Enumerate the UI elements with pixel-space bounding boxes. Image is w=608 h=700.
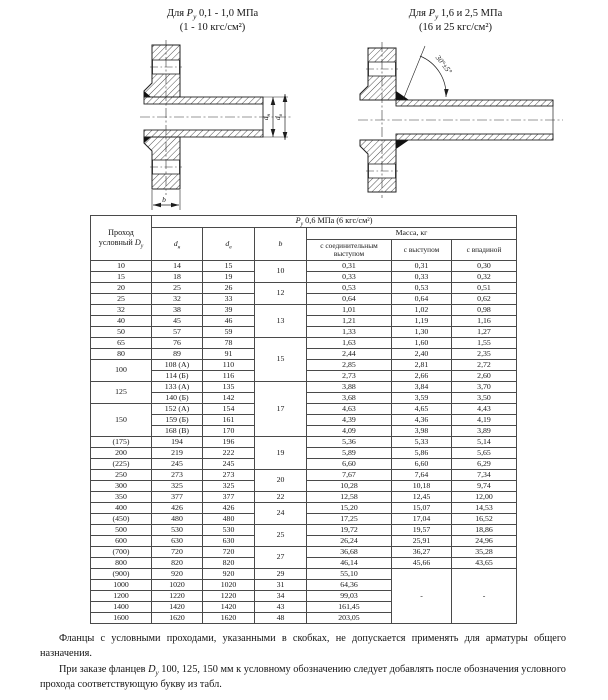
table-cell: - <box>392 569 452 624</box>
table-cell: 3,50 <box>452 393 517 404</box>
table-cell: 36,27 <box>392 547 452 558</box>
table-cell: 1620 <box>152 613 203 624</box>
table-cell: 24 <box>255 503 307 525</box>
table-cell: 800 <box>91 558 152 569</box>
table-row <box>91 525 517 536</box>
right-drawing-title <box>368 7 543 34</box>
table-cell: 0,33 <box>307 272 392 283</box>
table-cell: 920 <box>203 569 255 580</box>
right-title-line1: Для $P_у$ 1,6 и 2,5 МПа <box>408 8 503 22</box>
table-cell: 4,43 <box>452 404 517 415</box>
table-body <box>91 261 517 624</box>
table-cell: 2,72 <box>452 360 517 371</box>
table-cell: 4,63 <box>307 404 392 415</box>
table-cell: 0,32 <box>452 272 517 283</box>
table-cell: 194 <box>152 437 203 448</box>
table-cell: 80 <box>91 349 152 360</box>
table-cell: 219 <box>152 448 203 459</box>
table-cell: 3,70 <box>452 382 517 393</box>
table-cell: 13 <box>255 305 307 338</box>
table-cell: 426 <box>152 503 203 514</box>
flange-table <box>90 215 517 624</box>
table-cell: 3,59 <box>392 393 452 404</box>
table-cell: 25 <box>255 525 307 547</box>
table-cell: 16,52 <box>452 514 517 525</box>
table-cell: 500 <box>91 525 152 536</box>
table-cell: 0,53 <box>392 283 452 294</box>
col-header-mass-protrusion: с выступом <box>392 240 452 261</box>
table-row <box>91 382 517 393</box>
table-row <box>91 283 517 294</box>
table-cell: 1020 <box>152 580 203 591</box>
table-row <box>91 492 517 503</box>
table-cell: 20 <box>91 283 152 294</box>
table-cell: 480 <box>152 514 203 525</box>
table-cell: 161 <box>203 415 255 426</box>
table-cell: 250 <box>91 470 152 481</box>
table-row <box>91 547 517 558</box>
pipe-wall-top <box>144 97 263 104</box>
table-cell: 32 <box>91 305 152 316</box>
table-cell: 196 <box>203 437 255 448</box>
table-cell: 12,58 <box>307 492 392 503</box>
table-cell: 89 <box>152 349 203 360</box>
table-cell: 168 (В) <box>152 426 203 437</box>
table-cell: 530 <box>152 525 203 536</box>
table-cell: 17,25 <box>307 514 392 525</box>
table-cell: 91 <box>203 349 255 360</box>
table-cell: 4,09 <box>307 426 392 437</box>
table-cell: 426 <box>203 503 255 514</box>
table-cell: (450) <box>91 514 152 525</box>
table-cell: 720 <box>152 547 203 558</box>
table-cell: 133 (А) <box>152 382 203 393</box>
table-cell: 0,31 <box>392 261 452 272</box>
table-cell: 1,60 <box>392 338 452 349</box>
table-cell: 377 <box>203 492 255 503</box>
col-header-dy: Проход условный $D_у$ <box>91 216 152 261</box>
table-cell: 0,31 <box>307 261 392 272</box>
table-cell: 1,16 <box>452 316 517 327</box>
table-cell: 12 <box>255 283 307 305</box>
table-cell: 14,53 <box>452 503 517 514</box>
footnotes <box>40 632 566 692</box>
table-cell: 110 <box>203 360 255 371</box>
table-cell: 720 <box>203 547 255 558</box>
table-cell: 45 <box>152 316 203 327</box>
table-cell: 15 <box>255 338 307 382</box>
table-cell: 114 (Б) <box>152 371 203 382</box>
table-cell: 22 <box>255 492 307 503</box>
table-cell: 5,89 <box>307 448 392 459</box>
table-cell: 10,18 <box>392 481 452 492</box>
bevel-reference-line <box>403 46 425 100</box>
table-cell: (225) <box>91 459 152 470</box>
footnote-ordering: При заказе фланцев $D_у$ 100, 125, 150 мм к условному обозначению следует добавлять после обозначения условного прохода соответствующую букву из табл. <box>40 664 566 690</box>
left-title-line2: (1 - 10 кгс/см²) <box>179 21 246 33</box>
table-cell: 46,14 <box>307 558 392 569</box>
table-cell: 0,64 <box>307 294 392 305</box>
table-cell: 135 <box>203 382 255 393</box>
table-cell: 24,96 <box>452 536 517 547</box>
table-cell: 2,73 <box>307 371 392 382</box>
table-cell: 43,65 <box>452 558 517 569</box>
table-cell: 1,19 <box>392 316 452 327</box>
table-cell: 3,88 <box>307 382 392 393</box>
table-cell: 7,67 <box>307 470 392 481</box>
table-cell: 920 <box>152 569 203 580</box>
pipe-wall-bottom <box>396 134 553 140</box>
table-cell: 1200 <box>91 591 152 602</box>
table-cell: 2,66 <box>392 371 452 382</box>
table-cell: 5,36 <box>307 437 392 448</box>
left-drawing-title <box>125 7 300 34</box>
table-cell: 0,30 <box>452 261 517 272</box>
table-cell: 39 <box>203 305 255 316</box>
table-cell: 1,33 <box>307 327 392 338</box>
table-row <box>91 437 517 448</box>
col-header-mass-group: Масса, кг <box>307 228 517 240</box>
table-cell: 273 <box>152 470 203 481</box>
table-cell: 43 <box>255 602 307 613</box>
table-cell: 7,64 <box>392 470 452 481</box>
table-cell: 3,84 <box>392 382 452 393</box>
table-cell: 25,91 <box>392 536 452 547</box>
table-cell: 0,64 <box>392 294 452 305</box>
flange-drawing-high-pressure <box>358 40 573 215</box>
table-row <box>91 338 517 349</box>
table-cell: 7,34 <box>452 470 517 481</box>
table-cell: 152 (А) <box>152 404 203 415</box>
table-cell: 27 <box>255 547 307 569</box>
table-cell: 6,60 <box>307 459 392 470</box>
table-cell: 125 <box>91 382 152 404</box>
table-cell: 18 <box>152 272 203 283</box>
table-cell: 100 <box>91 360 152 382</box>
table-cell: 0,98 <box>452 305 517 316</box>
left-title-line1: Для $P_у$ 0,1 - 1,0 МПа <box>166 8 259 22</box>
table-cell: 6,29 <box>452 459 517 470</box>
table-row <box>91 569 517 580</box>
table-cell: 480 <box>203 514 255 525</box>
table-cell: 2,35 <box>452 349 517 360</box>
table-cell: 35,28 <box>452 547 517 558</box>
col-header-pressure: $P_у$ 0,6 МПа (6 кгс/см²) <box>152 216 517 228</box>
table-cell: 3,68 <box>307 393 392 404</box>
table-cell: 31 <box>255 580 307 591</box>
table-cell: 630 <box>152 536 203 547</box>
table-cell: 3,89 <box>452 426 517 437</box>
table-cell: 19,72 <box>307 525 392 536</box>
table-cell: 300 <box>91 481 152 492</box>
table-cell: 50 <box>91 327 152 338</box>
table-cell: 10 <box>91 261 152 272</box>
table-cell: 159 (Б) <box>152 415 203 426</box>
table-cell: 161,45 <box>307 602 392 613</box>
table-cell: 2,44 <box>307 349 392 360</box>
table-cell: 273 <box>203 470 255 481</box>
table-cell: 4,19 <box>452 415 517 426</box>
angle-label: 30°±5° <box>433 53 455 76</box>
table-cell: 32 <box>152 294 203 305</box>
table-cell: 116 <box>203 371 255 382</box>
table-cell: 2,40 <box>392 349 452 360</box>
col-header-dn: $d_н$ <box>152 228 203 261</box>
table-cell: 1000 <box>91 580 152 591</box>
table-cell: 64,36 <box>307 580 392 591</box>
table-cell: 4,39 <box>307 415 392 426</box>
table-cell: 2,60 <box>452 371 517 382</box>
col-header-mass-connecting: с соединительным выступом <box>307 240 392 261</box>
table-cell: 2,85 <box>307 360 392 371</box>
table-cell: 99,03 <box>307 591 392 602</box>
table-row <box>91 503 517 514</box>
footnote-parentheses: Фланцы с условными проходами, указанными в скобках, не допускается применять для арматуры общего назначения. <box>40 633 566 659</box>
right-title-line2: (16 и 25 кгс/см²) <box>419 21 492 33</box>
table-cell: 154 <box>203 404 255 415</box>
table-cell: 1,01 <box>307 305 392 316</box>
table-cell: 5,33 <box>392 437 452 448</box>
table-cell: 530 <box>203 525 255 536</box>
table-cell: (900) <box>91 569 152 580</box>
table-cell: 1420 <box>203 602 255 613</box>
table-cell: 45,66 <box>392 558 452 569</box>
table-cell: 33 <box>203 294 255 305</box>
table-cell: - <box>452 569 517 624</box>
table-cell: 1220 <box>152 591 203 602</box>
table-cell: 5,14 <box>452 437 517 448</box>
table-cell: 1400 <box>91 602 152 613</box>
table-cell: 600 <box>91 536 152 547</box>
col-header-dv: $d_в$ <box>203 228 255 261</box>
table-cell: 0,62 <box>452 294 517 305</box>
table-cell: 222 <box>203 448 255 459</box>
table-cell: 17,04 <box>392 514 452 525</box>
table-cell: 203,05 <box>307 613 392 624</box>
table-cell: 170 <box>203 426 255 437</box>
table-cell: 12,45 <box>392 492 452 503</box>
table-cell: 9,74 <box>452 481 517 492</box>
table-cell: 400 <box>91 503 152 514</box>
table-cell: 0,51 <box>452 283 517 294</box>
dim-label-dn: dн <box>261 113 272 121</box>
table-cell: 20 <box>255 470 307 492</box>
dim-label-dv: dв <box>273 113 284 121</box>
table-cell: 48 <box>255 613 307 624</box>
dim-label-b: b <box>162 195 166 204</box>
table-cell: (700) <box>91 547 152 558</box>
table-cell: 200 <box>91 448 152 459</box>
table-cell: 1,55 <box>452 338 517 349</box>
col-header-mass-recess: с впадиной <box>452 240 517 261</box>
pipe-wall-bottom <box>144 130 263 137</box>
table-cell: 820 <box>152 558 203 569</box>
table-cell: 1,30 <box>392 327 452 338</box>
table-cell: 14 <box>152 261 203 272</box>
table-cell: 59 <box>203 327 255 338</box>
table-cell: 10 <box>255 261 307 283</box>
table-cell: 6,60 <box>392 459 452 470</box>
weld-seam-top <box>396 91 409 100</box>
table-cell: 350 <box>91 492 152 503</box>
table-cell: 630 <box>203 536 255 547</box>
table-cell: 140 (Б) <box>152 393 203 404</box>
table-cell: 25 <box>91 294 152 305</box>
table-cell: 34 <box>255 591 307 602</box>
table-cell: 377 <box>152 492 203 503</box>
table-cell: 245 <box>203 459 255 470</box>
table-cell: 3,98 <box>392 426 452 437</box>
table-cell: 142 <box>203 393 255 404</box>
table-cell: 1620 <box>203 613 255 624</box>
table-cell: 2,81 <box>392 360 452 371</box>
table-cell: 5,86 <box>392 448 452 459</box>
table-cell: 26,24 <box>307 536 392 547</box>
table-row <box>91 470 517 481</box>
table-cell: 19 <box>203 272 255 283</box>
table-cell: 1,27 <box>452 327 517 338</box>
table-cell: 25 <box>152 283 203 294</box>
table-cell: 29 <box>255 569 307 580</box>
table-cell: 1600 <box>91 613 152 624</box>
table-cell: 15 <box>203 261 255 272</box>
table-cell: 36,68 <box>307 547 392 558</box>
table-cell: 26 <box>203 283 255 294</box>
table-cell: 150 <box>91 404 152 437</box>
table-cell: 108 (А) <box>152 360 203 371</box>
table-cell: 1420 <box>152 602 203 613</box>
table-cell: 820 <box>203 558 255 569</box>
table-cell: 245 <box>152 459 203 470</box>
table-cell: 1220 <box>203 591 255 602</box>
table-cell: 15 <box>91 272 152 283</box>
table-cell: 55,10 <box>307 569 392 580</box>
table-cell: 1020 <box>203 580 255 591</box>
pipe-wall-top <box>396 100 553 106</box>
flange-drawing-low-pressure <box>140 40 300 215</box>
table-header <box>91 216 517 261</box>
table-cell: 65 <box>91 338 152 349</box>
table-cell: 325 <box>203 481 255 492</box>
weld-seam-bottom <box>396 140 409 149</box>
table-cell: 0,53 <box>307 283 392 294</box>
table-cell: 18,86 <box>452 525 517 536</box>
table-cell: 76 <box>152 338 203 349</box>
table-cell: 10,28 <box>307 481 392 492</box>
table-cell: 4,65 <box>392 404 452 415</box>
table-cell: 1,21 <box>307 316 392 327</box>
col-header-b: b <box>255 228 307 261</box>
table-cell: 15,20 <box>307 503 392 514</box>
table-cell: 15,07 <box>392 503 452 514</box>
table-cell: 38 <box>152 305 203 316</box>
table-cell: 19,57 <box>392 525 452 536</box>
table-cell: 19 <box>255 437 307 470</box>
table-cell: 40 <box>91 316 152 327</box>
table-cell: 1,63 <box>307 338 392 349</box>
table-cell: 1,02 <box>392 305 452 316</box>
table-cell: (175) <box>91 437 152 448</box>
table-cell: 17 <box>255 382 307 437</box>
table-cell: 78 <box>203 338 255 349</box>
table-cell: 12,00 <box>452 492 517 503</box>
table-cell: 5,65 <box>452 448 517 459</box>
table-row <box>91 261 517 272</box>
table-cell: 46 <box>203 316 255 327</box>
table-cell: 0,33 <box>392 272 452 283</box>
table-cell: 57 <box>152 327 203 338</box>
table-cell: 325 <box>152 481 203 492</box>
table-cell: 4,36 <box>392 415 452 426</box>
table-row <box>91 305 517 316</box>
